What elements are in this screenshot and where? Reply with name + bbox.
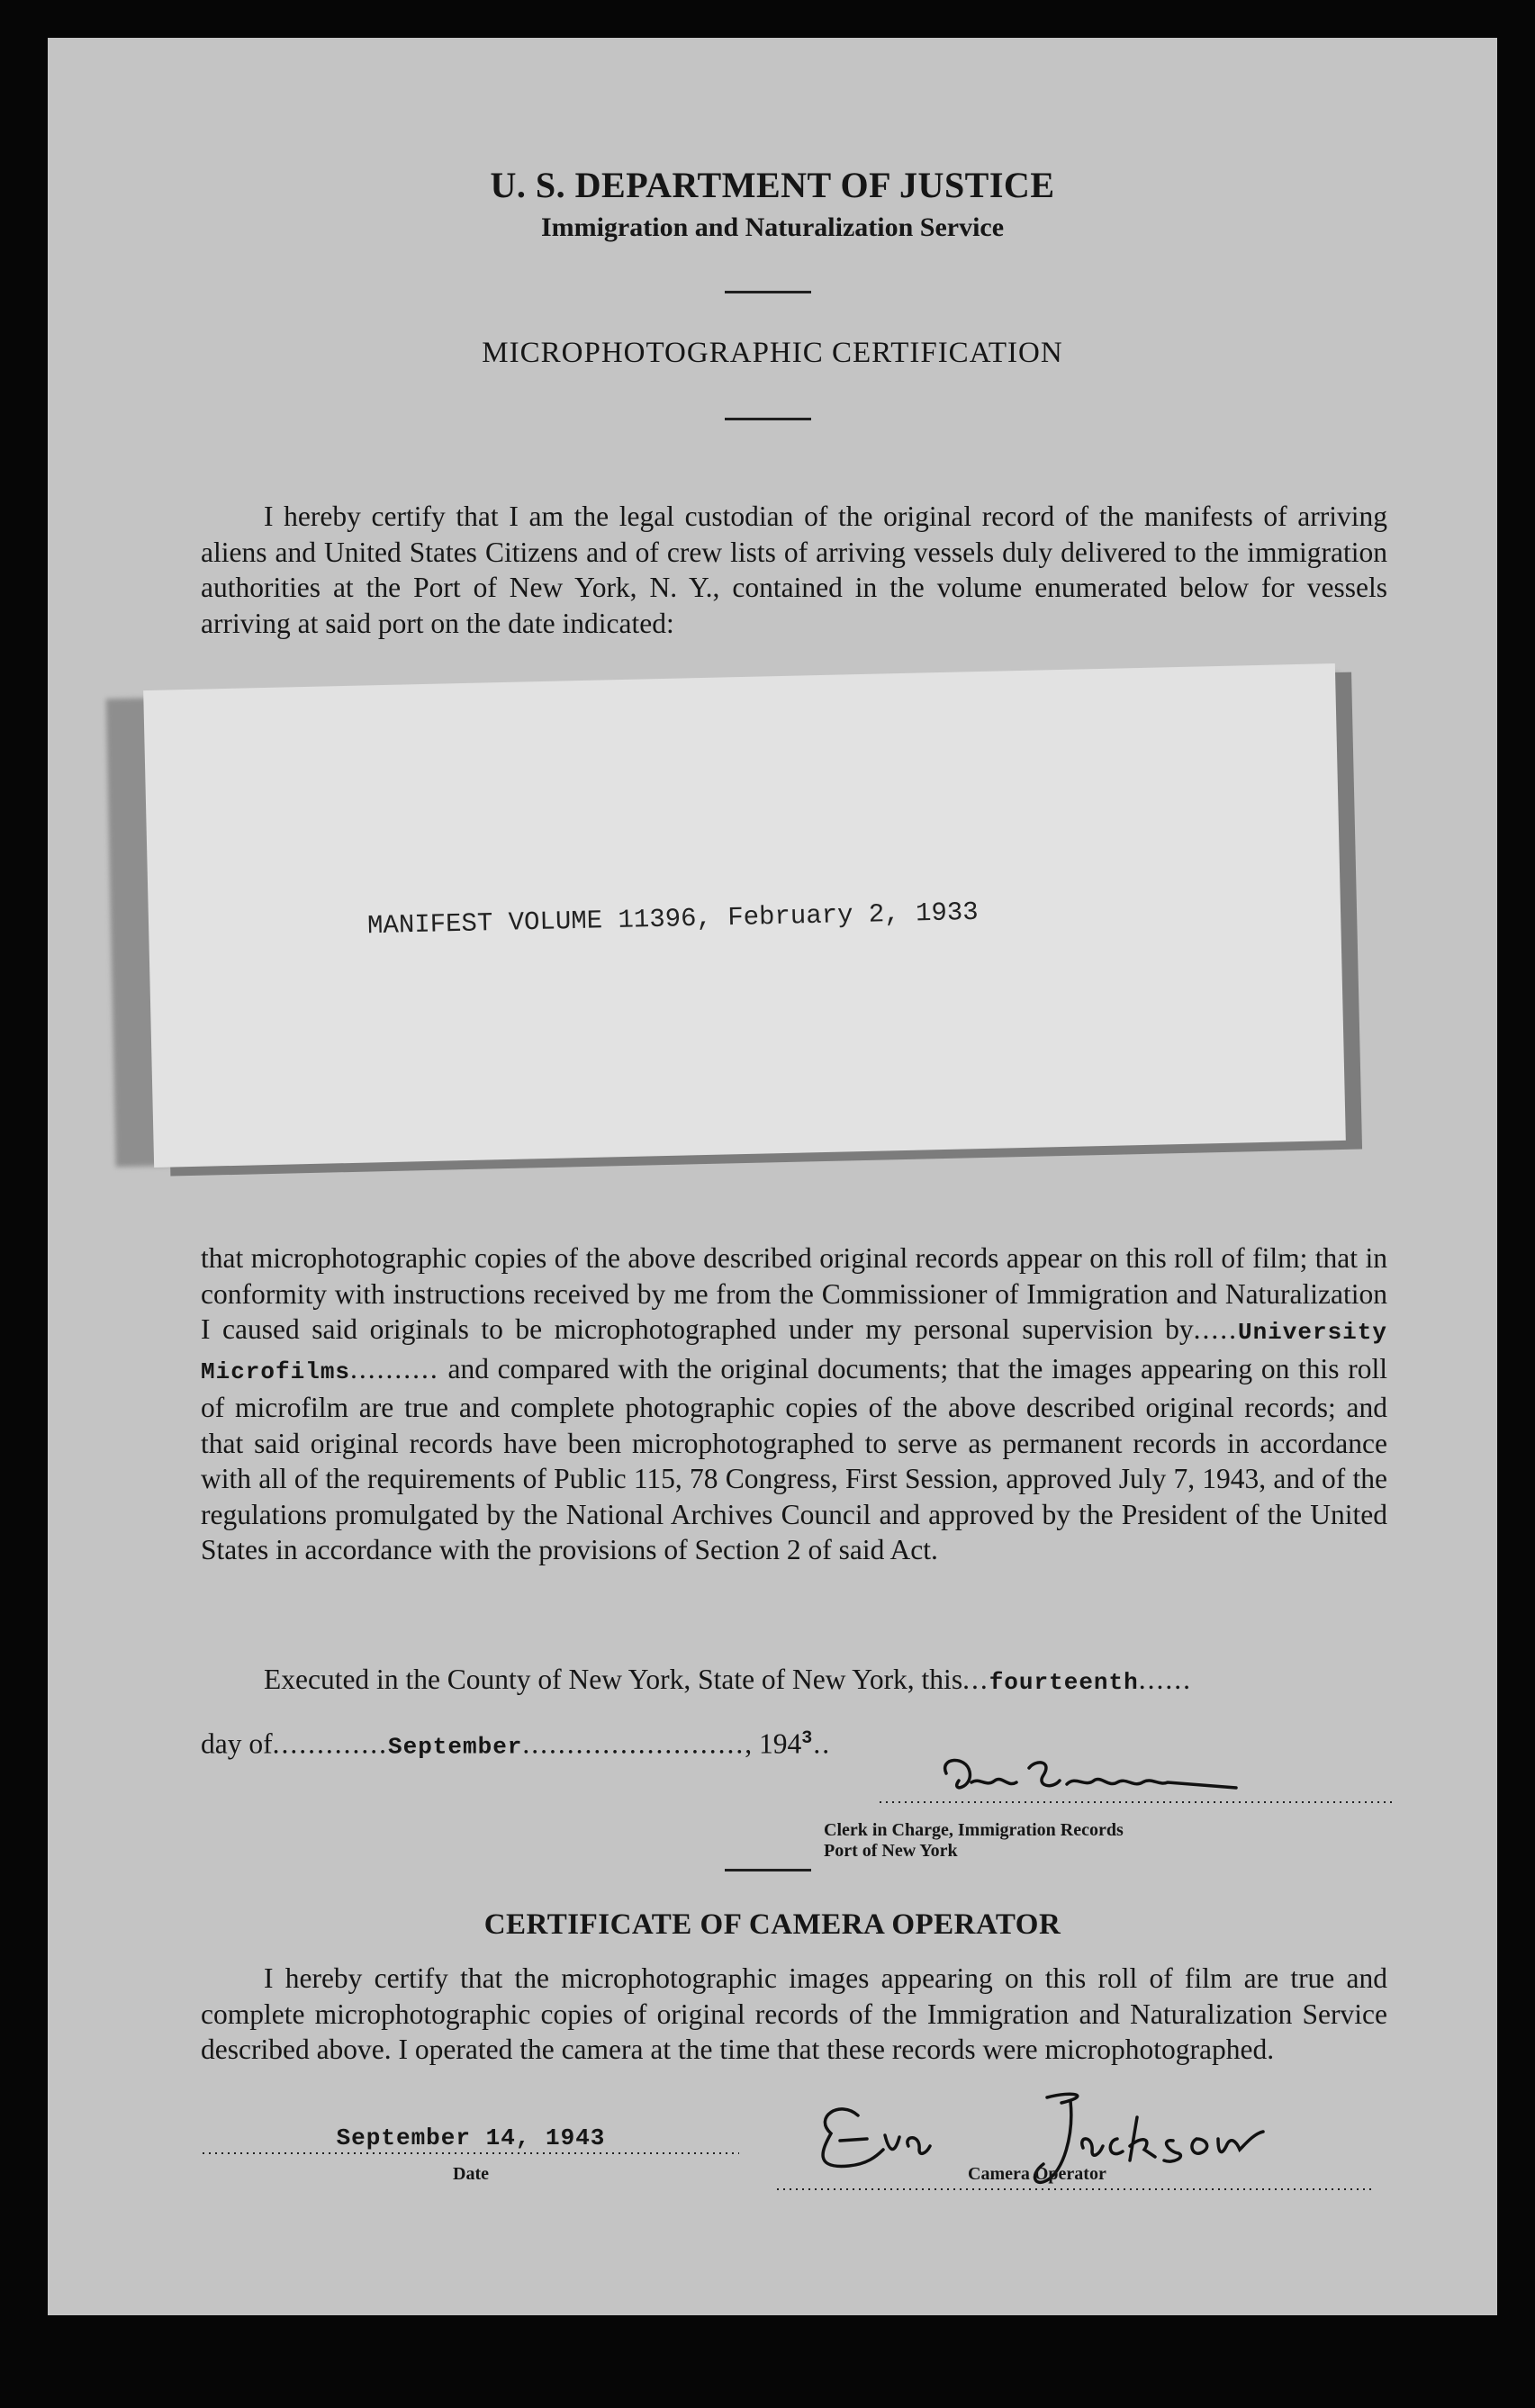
department-title: U. S. DEPARTMENT OF JUSTICE <box>490 165 1055 205</box>
day-of-label: day of <box>201 1727 273 1760</box>
service-subtitle: Immigration and Naturalization Service <box>540 212 1005 242</box>
date-dotted-line <box>201 2144 741 2162</box>
executed-line: Executed in the County of New York, State of New York, this...fourteenth...... <box>264 1664 1192 1696</box>
certification-intro: I hereby certify that I am the legal custodian of the original record of the manifests of arriving aliens and United States Citizens and of crew lists of arriving vessels duly delivered to the immigration authorities at the Port of New York, N. Y., contained in the volume enumerated below for vessels arriving at said port on the date indicated: <box>201 501 1387 639</box>
manifest-volume-label: MANIFEST VOLUME 11396, February 2, 1933 <box>366 897 980 942</box>
clerk-title-line-1: Clerk in Charge, Immigration Records <box>824 1820 1124 1840</box>
clerk-title-line-2: Port of New York <box>824 1841 958 1861</box>
year-digit: 3 <box>801 1728 814 1749</box>
operator-date-label: Date <box>453 2164 489 2184</box>
operator-text: I hereby certify that the microphotographic images appearing on this roll of film are true and complete microphotographic copies of original records of the Immigration and Naturalization Service described above. I operated the camera at the time that these records were microphotographed. <box>201 1962 1387 2065</box>
executed-text: Executed in the County of New York, State of New York, this <box>264 1664 963 1695</box>
photographer-name: University Microfilms <box>201 1319 1387 1385</box>
operator-signature-label: Camera Operator <box>968 2164 1106 2184</box>
month-value: September <box>387 1733 523 1761</box>
certification-heading: MICROPHOTOGRAPHIC CERTIFICATION <box>482 337 1063 369</box>
clerk-signature <box>876 1748 1398 1813</box>
divider-rule <box>725 418 811 420</box>
operator-heading: CERTIFICATE OF CAMERA OPERATOR <box>483 1908 1061 1941</box>
divider-rule <box>725 291 811 293</box>
divider-rule <box>725 1869 811 1871</box>
certification-body: that microphotographic copies of the above described original records appear on this roll of film; that in conformity with instructions received by me from the Commissioner of Immigration and Naturalization I caused said originals to be microphotographed under my personal supervision by.....University Microfilms.......... and compared with the original documents; that the images appearing on this roll of microfilm are true and complete photographic copies of the above described original records; and that said original records have been microphotographed to serve as permanent records in accordance with all of the requirements of Public 115, 78 Congress, First Session, approved July 7, 1943, and of the regulations promulgated by the National Archives Council and approved by the President of the United States in accordance with the provisions of Section 2 of said Act. <box>201 1242 1387 1565</box>
executed-day: fourteenth <box>989 1669 1139 1696</box>
body-part-1: that microphotographic copies of the above described original records appear on this roll of film; that in conformity with instructions received by me from the Commissioner of Immigration and Naturalization I caused said originals to be microphotographed under my personal supervision by <box>201 1242 1387 1345</box>
certificate-sheet <box>48 38 1497 2315</box>
operator-signature <box>777 2063 1389 2216</box>
day-of-line: day of.............September........................., $194^3$.. <box>201 1727 832 1761</box>
operator-date-value: September 14, 1943 <box>336 2124 606 2151</box>
body-part-2: and compared with the original documents; that the images appearing on this roll of microfilm are true and complete photographic copies of the above described original records; and that said original records have been microphotographed to serve as permanent records in accordance with all of the requirements of Public 115, 78 Congress, First Session, approved July 7, 1943, and of the regulations promulgated by the National Archives Council and approved by the President of the United States in accordance with the provisions of Section 2 of said Act. <box>201 1352 1387 1565</box>
year-prefix: , 194 <box>745 1727 802 1760</box>
